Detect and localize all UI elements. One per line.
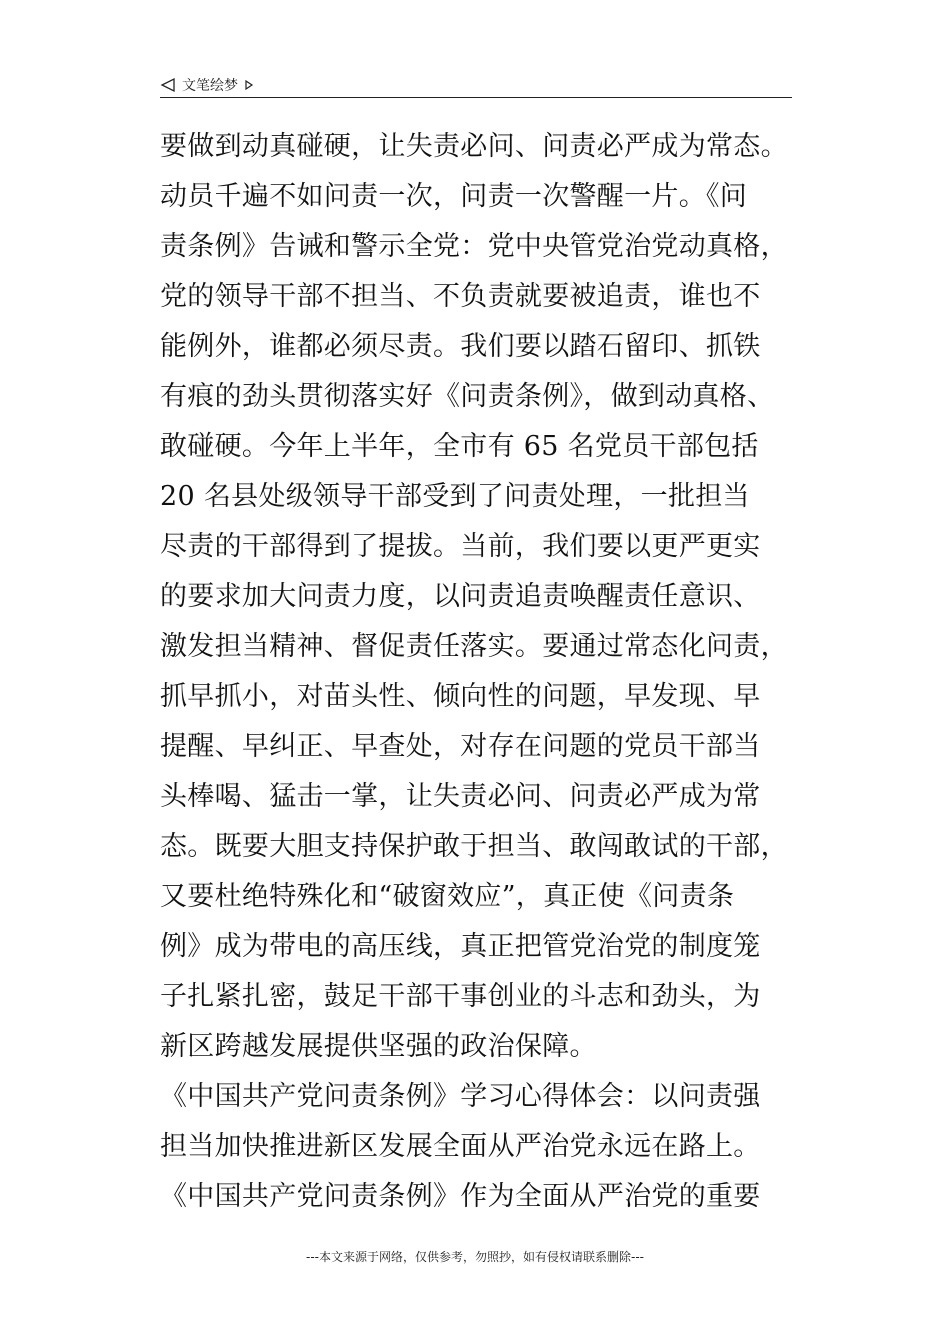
body-line: 激发担当精神、督促责任落实。要通过常态化问责，	[160, 631, 788, 662]
body-line: 头棒喝、猛击一掌，让失责必问、问责必严成为常	[160, 781, 761, 812]
body-line: 敢碰硬。今年上半年，全市有 65 名党员干部包括	[160, 431, 759, 462]
body-line: 又要杜绝特殊化和“破窗效应”，真正使《问责条	[160, 881, 735, 912]
body-line: 动员千遍不如问责一次，问责一次警醒一片。《问	[160, 181, 748, 212]
body-line: 担当加快推进新区发展全面从严治党永远在路上。	[160, 1131, 761, 1162]
triangle-right-icon	[244, 79, 254, 91]
body-line: 责条例》告诫和警示全党：党中央管党治党动真格，	[160, 231, 788, 262]
header-title: 文笔绘梦	[182, 78, 238, 94]
body-line: 抓早抓小，对苗头性、倾向性的问题，早发现、早	[160, 681, 761, 712]
body-line: 新区跨越发展提供坚强的政治保障。	[160, 1031, 597, 1062]
body-line: 例》成为带电的高压线，真正把管党治党的制度笼	[160, 931, 761, 962]
body-line: 20 名县处级领导干部受到了问责处理，一批担当	[160, 481, 750, 512]
body-line: 要做到动真碰硬，让失责必问、问责必严成为常态。	[160, 131, 788, 162]
body-line: 党的领导干部不担当、不负责就要被追责，谁也不	[160, 281, 761, 312]
triangle-left-icon	[160, 77, 176, 93]
document-body	[160, 122, 820, 1222]
body-line: 态。既要大胆支持保护敢于担当、敢闯敢试的干部，	[160, 831, 788, 862]
body-line: 的要求加大问责力度，以问责追责唤醒责任意识、	[160, 581, 761, 612]
body-line: 《中国共产党问责条例》作为全面从严治党的重要	[160, 1181, 761, 1212]
body-line: 尽责的干部得到了提拔。当前，我们要以更严更实	[160, 531, 761, 562]
body-line: 有痕的劲头贯彻落实好《问责条例》，做到动真格、	[160, 381, 775, 412]
footer-notice: ---本文来源于网络，仅供参考，勿照抄，如有侵权请联系删除---	[306, 1250, 644, 1264]
body-line: 提醒、早纠正、早查处，对存在问题的党员干部当	[160, 731, 761, 762]
header-divider	[160, 97, 792, 98]
body-line: 《中国共产党问责条例》学习心得体会：以问责强	[160, 1081, 761, 1112]
page-header	[160, 74, 254, 96]
body-line: 能例外，谁都必须尽责。我们要以踏石留印、抓铁	[160, 331, 761, 362]
body-line: 子扎紧扎密，鼓足干部干事创业的斗志和劲头，为	[160, 981, 761, 1012]
